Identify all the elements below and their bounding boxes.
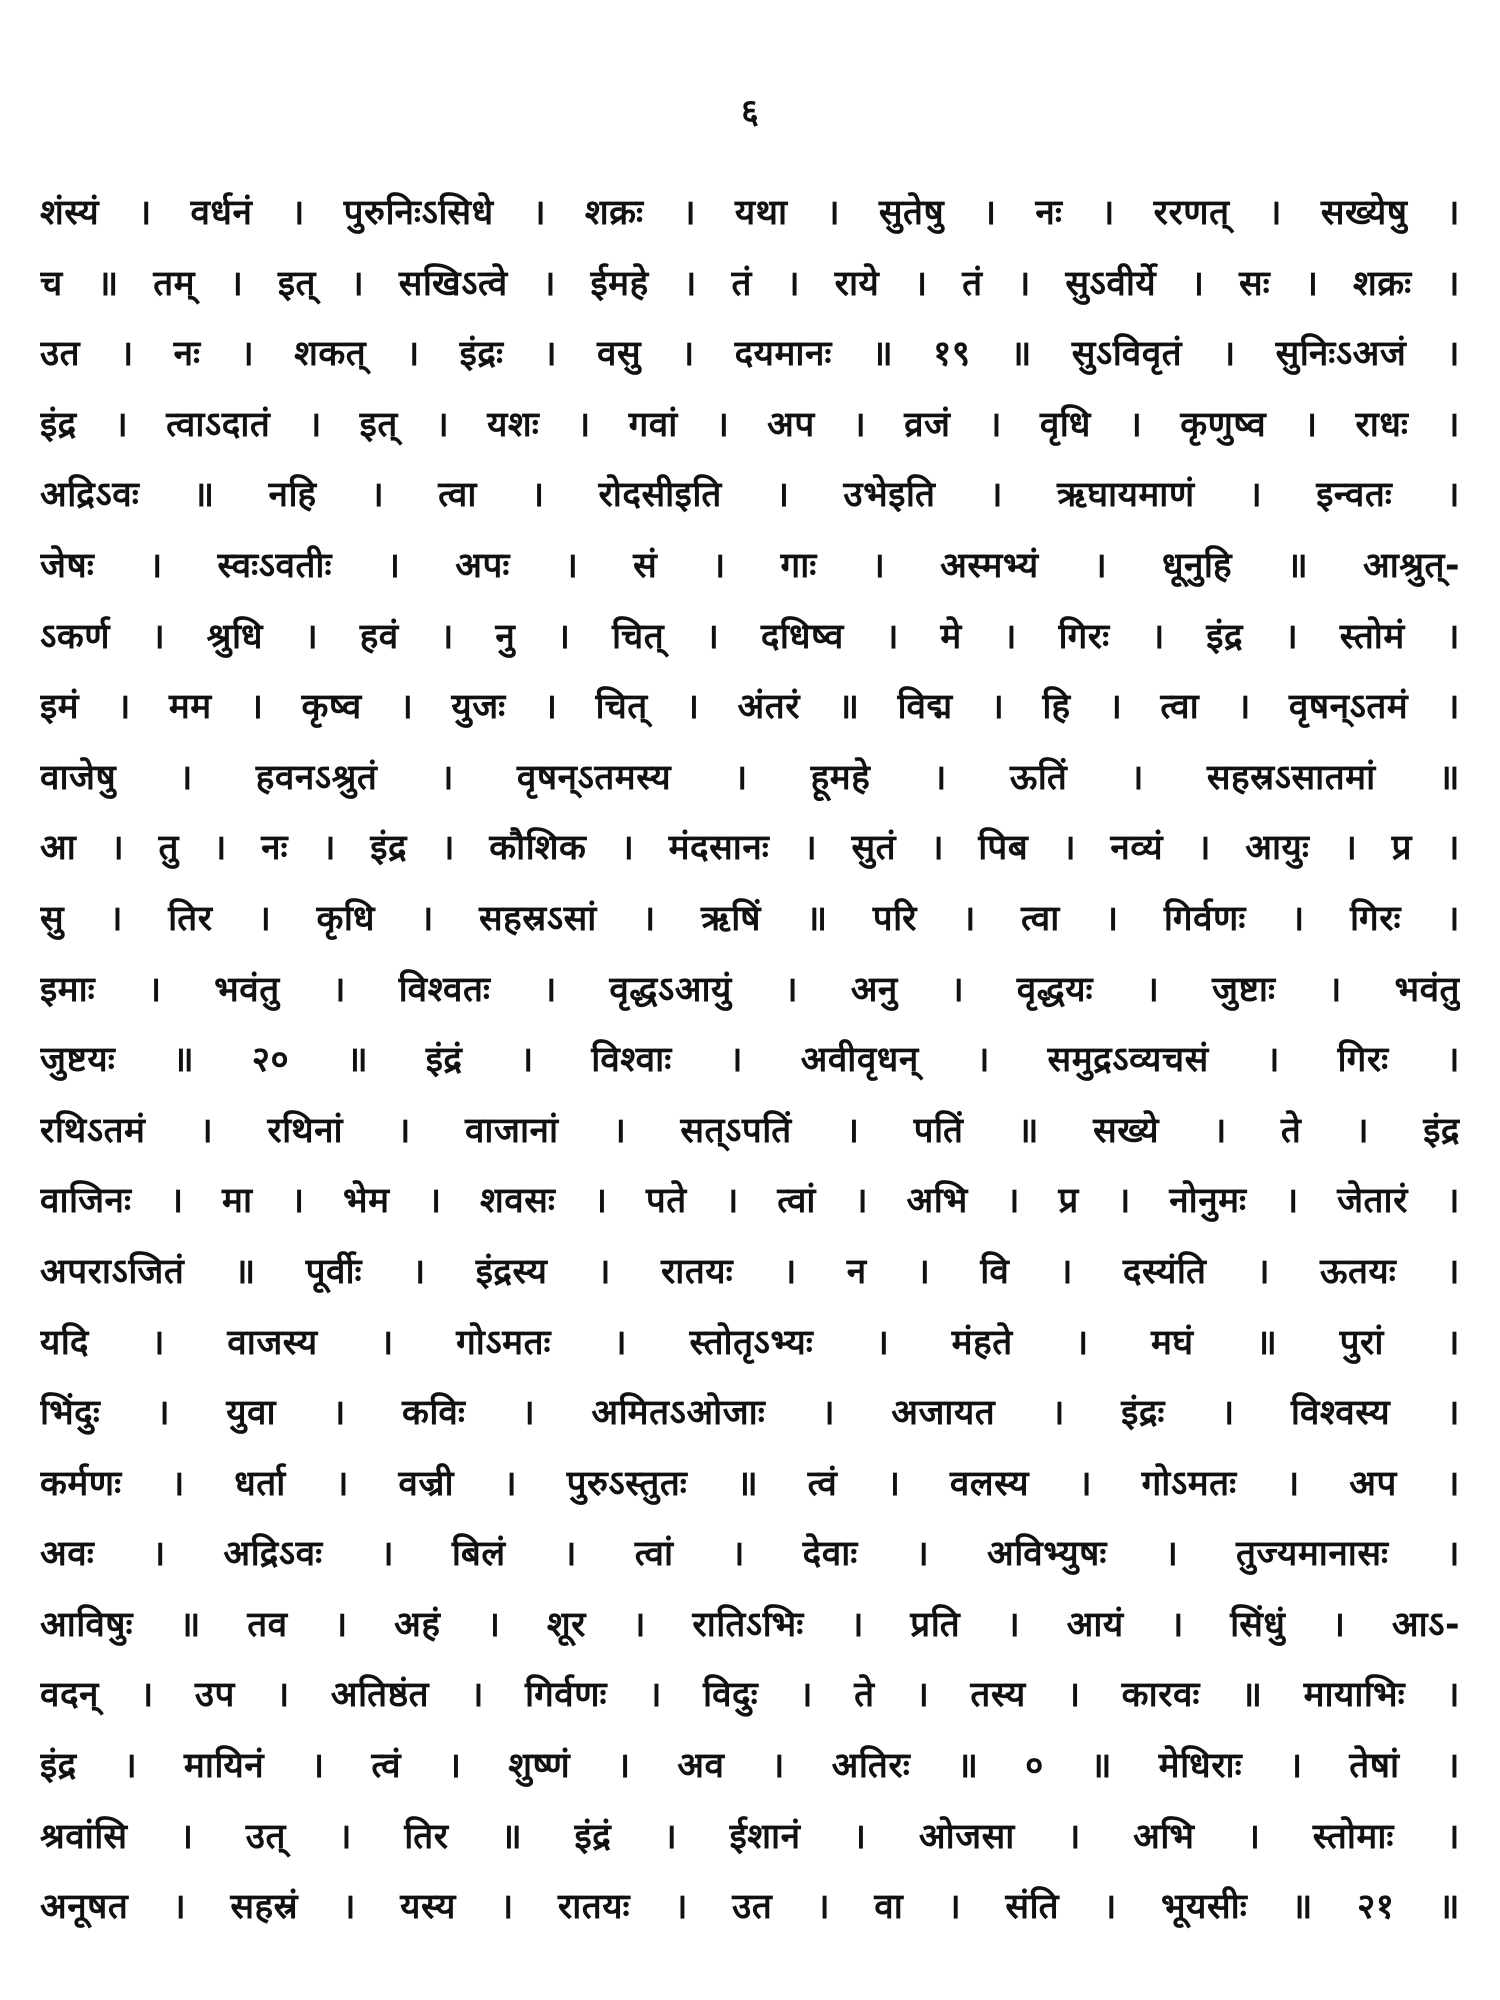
text-line: इमं । मम । कृष्व । युजः । चित् । अंतरं ॥ विद्म । हि । त्वा । वृषन्ऽतमं । [40,687,1460,728]
text-line: अद्रिऽवः ॥ नहि । त्वा । रोदसीइति । उभेइति । ऋघायमाणं । इन्वतः । [40,475,1460,516]
text-line: उत । नः । शकत् । इंद्रः । वसु । दयमानः ॥ १९ ॥ सुऽविवृतं । सुनिःऽअजं । [40,334,1460,375]
text-line: ऽकर्ण । श्रुधि । हवं । नु । चित् । दधिष्व । मे । गिरः । इंद्र । स्तोमं । [40,616,1460,657]
text-line: शंस्यं । वर्धनं । पुरुनिःऽसिधे । शक्रः । यथा । सुतेषु । नः । ररणत् । सख्येषु । [40,193,1460,233]
text-line: वाजिनः । मा । भेम । शवसः । पते । त्वां । अभि । प्र । नोनुमः । जेतारं । [40,1181,1460,1222]
text-block [40,178,1460,1943]
text-line: इमाः । भवंतु । विश्वतः । वृद्धऽआयुं । अनु । वृद्धयः । जुष्टाः । भवंतु [40,969,1460,1010]
text-line: इंद्र । त्वाऽदातं । इत् । यशः । गवां । अप । व्रजं । वृधि । कृणुष्व । राधः । [40,404,1460,445]
text-line: आविषुः ॥ तव । अहं । शूर । रातिऽभिः । प्रति । आयं । सिंधुं । आऽ- [40,1604,1460,1645]
text-line: कर्मणः । धर्ता । वज्री । पुरुऽस्तुतः ॥ त्वं । वलस्य । गोऽमतः । अप । [40,1463,1460,1504]
text-line: श्रवांसि । उत् । तिर ॥ इंद्रं । ईशानं । ओजसा । अभि । स्तोमाः । [40,1816,1460,1857]
text-line: आ । तु । नः । इंद्र । कौशिक । मंदसानः । सुतं । पिब । नव्यं । आयुः । प्र । [40,828,1460,869]
text-line: सु । तिर । कृधि । सहस्रऽसां । ऋषिं ॥ परि । त्वा । गिर्वणः । गिरः । [40,898,1460,939]
text-line: अनूषत । सहस्रं । यस्य । रातयः । उत । वा । संति । भूयसीः ॥ २१ ॥ [40,1887,1460,1928]
text-line: भिंदुः । युवा । कविः । अमितऽओजाः । अजायत । इंद्रः । विश्वस्य । [40,1393,1460,1434]
text-line: इंद्र । मायिनं । त्वं । शुष्णं । अव । अतिरः ॥ ० ॥ मेधिराः । तेषां । [40,1746,1460,1787]
text-line: च ॥ तम् । इत् । सखिऽत्वे । ईमहे । तं । राये । तं । सुऽवीर्ये । सः । शक्रः । [40,263,1460,304]
text-line: अपराऽजितं ॥ पूर्वीः । इंद्रस्य । रातयः । न । वि । दस्यंति । ऊतयः । [40,1251,1460,1292]
text-line: अवः । अद्रिऽवः । बिलं । त्वां । देवाः । अविभ्युषः । तुज्यमानासः । [40,1534,1460,1575]
text-line: वाजेषु । हवनऽश्रुतं । वृषन्ऽतमस्य । हूमहे । ऊतिं । सहस्रऽसातमां ॥ [40,757,1460,798]
text-line: वदन् । उप । अतिष्ठंत । गिर्वणः । विदुः । ते । तस्य । कारवः ॥ मायाभिः । [40,1675,1460,1716]
text-line: जेषः । स्वःऽवतीः । अपः । सं । गाः । अस्मभ्यं । धूनुहि ॥ आश्रुत्- [40,545,1460,586]
text-line: रथिऽतमं । रथिनां । वाजानां । सत्ऽपतिं । पतिं ॥ सख्ये । ते । इंद्र [40,1110,1460,1151]
text-line: यदि । वाजस्य । गोऽमतः । स्तोतृऽभ्यः । मंहते । मघं ॥ पुरां । [40,1322,1460,1363]
page-number: ६ [741,92,759,132]
text-line: जुष्टयः ॥ २० ॥ इंद्रं । विश्वाः । अवीवृधन् । समुद्रऽव्यचसं । गिरः । [40,1040,1460,1081]
